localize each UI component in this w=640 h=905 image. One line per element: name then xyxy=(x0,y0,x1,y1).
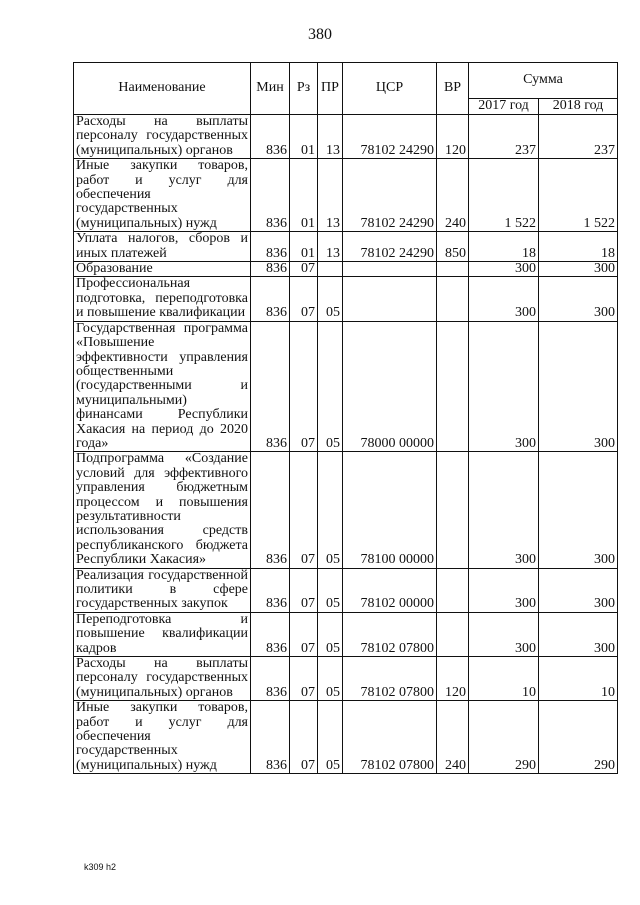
header-name: Наименование xyxy=(74,63,251,115)
table-row xyxy=(74,612,618,656)
row-name: Реализация государственной политики в сфере государственных закупок xyxy=(74,568,251,612)
row-csr: 78102 24290 xyxy=(343,159,437,232)
row-rz: 07 xyxy=(290,277,318,321)
row-csr: 78100 00000 xyxy=(343,452,437,568)
table-row xyxy=(74,657,618,701)
row-sum-2018: 300 xyxy=(539,452,618,568)
row-vr: 240 xyxy=(437,159,469,232)
row-sum-2018: 300 xyxy=(539,612,618,656)
table-row xyxy=(74,277,618,321)
footer-code: k309 h2 xyxy=(84,862,117,872)
header-csr: ЦСР xyxy=(343,63,437,115)
row-rz: 07 xyxy=(290,701,318,774)
budget-table xyxy=(73,62,618,774)
row-sum-2018: 290 xyxy=(539,701,618,774)
row-rz: 07 xyxy=(290,657,318,701)
row-pr: 13 xyxy=(318,159,343,232)
table-row xyxy=(74,701,618,774)
row-vr xyxy=(437,277,469,321)
row-pr: 05 xyxy=(318,568,343,612)
row-min: 836 xyxy=(251,262,290,277)
row-pr: 05 xyxy=(318,701,343,774)
row-min: 836 xyxy=(251,657,290,701)
row-name: Профессиональная подготовка, переподготовка и повышение квалификации xyxy=(74,277,251,321)
row-name: Подпрограмма «Создание условий для эффективного управления бюджетным процессом и повышения результативности использования средств республиканского бюджета Республики Хакасия» xyxy=(74,452,251,568)
row-csr: 78102 07800 xyxy=(343,701,437,774)
row-sum-2018: 237 xyxy=(539,115,618,159)
row-rz: 01 xyxy=(290,232,318,262)
row-vr: 240 xyxy=(437,701,469,774)
row-name: Государственная программа «Повышение эффективности управления общественными (государственными и муниципальными) финансами Республики Хакасия на период до 2020 года» xyxy=(74,321,251,452)
row-min: 836 xyxy=(251,321,290,452)
row-pr: 05 xyxy=(318,612,343,656)
header-year-2017: 2017 год xyxy=(469,99,539,115)
table-row xyxy=(74,159,618,232)
row-sum-2017: 237 xyxy=(469,115,539,159)
row-sum-2018: 300 xyxy=(539,277,618,321)
row-min: 836 xyxy=(251,232,290,262)
row-pr: 05 xyxy=(318,277,343,321)
row-csr xyxy=(343,277,437,321)
table-row xyxy=(74,321,618,452)
table-row xyxy=(74,262,618,277)
row-name: Образование xyxy=(74,262,251,277)
row-rz: 07 xyxy=(290,452,318,568)
row-sum-2018: 18 xyxy=(539,232,618,262)
row-pr: 05 xyxy=(318,657,343,701)
row-vr xyxy=(437,568,469,612)
row-sum-2017: 300 xyxy=(469,321,539,452)
row-vr xyxy=(437,262,469,277)
header-rz: Рз xyxy=(290,63,318,115)
header-min: Мин xyxy=(251,63,290,115)
header-year-2018: 2018 год xyxy=(539,99,618,115)
row-rz: 01 xyxy=(290,115,318,159)
row-vr: 120 xyxy=(437,657,469,701)
row-name: Расходы на выплаты персоналу государственных (муниципальных) органов xyxy=(74,115,251,159)
row-csr xyxy=(343,262,437,277)
table-row xyxy=(74,232,618,262)
row-rz: 07 xyxy=(290,321,318,452)
row-name: Иные закупки товаров, работ и услуг для обеспечения государственных (муниципальных) нужд xyxy=(74,159,251,232)
row-sum-2017: 300 xyxy=(469,568,539,612)
row-pr: 13 xyxy=(318,232,343,262)
row-rz: 01 xyxy=(290,159,318,232)
row-sum-2018: 10 xyxy=(539,657,618,701)
row-sum-2017: 300 xyxy=(469,277,539,321)
row-sum-2018: 300 xyxy=(539,321,618,452)
header-vr: ВР xyxy=(437,63,469,115)
row-sum-2017: 300 xyxy=(469,452,539,568)
row-min: 836 xyxy=(251,159,290,232)
row-sum-2017: 290 xyxy=(469,701,539,774)
row-rz: 07 xyxy=(290,568,318,612)
row-csr: 78102 07800 xyxy=(343,612,437,656)
row-pr: 05 xyxy=(318,321,343,452)
row-sum-2018: 1 522 xyxy=(539,159,618,232)
row-vr: 120 xyxy=(437,115,469,159)
row-csr: 78102 24290 xyxy=(343,115,437,159)
row-csr: 78102 00000 xyxy=(343,568,437,612)
row-sum-2018: 300 xyxy=(539,262,618,277)
row-vr: 850 xyxy=(437,232,469,262)
row-min: 836 xyxy=(251,277,290,321)
row-csr: 78102 07800 xyxy=(343,657,437,701)
row-min: 836 xyxy=(251,612,290,656)
table-row xyxy=(74,568,618,612)
row-sum-2018: 300 xyxy=(539,568,618,612)
row-vr xyxy=(437,612,469,656)
row-sum-2017: 1 522 xyxy=(469,159,539,232)
row-csr: 78102 24290 xyxy=(343,232,437,262)
row-pr: 13 xyxy=(318,115,343,159)
row-sum-2017: 18 xyxy=(469,232,539,262)
header-pr: ПР xyxy=(318,63,343,115)
row-rz: 07 xyxy=(290,262,318,277)
header-sum: Сумма xyxy=(469,63,618,99)
row-min: 836 xyxy=(251,115,290,159)
row-csr: 78000 00000 xyxy=(343,321,437,452)
page-number: 380 xyxy=(308,26,332,43)
row-pr xyxy=(318,262,343,277)
row-name: Иные закупки товаров, работ и услуг для обеспечения государственных (муниципальных) нужд xyxy=(74,701,251,774)
table-row xyxy=(74,452,618,568)
row-min: 836 xyxy=(251,452,290,568)
row-sum-2017: 300 xyxy=(469,612,539,656)
row-vr xyxy=(437,452,469,568)
row-sum-2017: 300 xyxy=(469,262,539,277)
row-name: Переподготовка и повышение квалификации кадров xyxy=(74,612,251,656)
row-pr: 05 xyxy=(318,452,343,568)
row-sum-2017: 10 xyxy=(469,657,539,701)
row-min: 836 xyxy=(251,701,290,774)
row-rz: 07 xyxy=(290,612,318,656)
row-name: Уплата налогов, сборов и иных платежей xyxy=(74,232,251,262)
table-row xyxy=(74,115,618,159)
row-name: Расходы на выплаты персоналу государственных (муниципальных) органов xyxy=(74,657,251,701)
row-min: 836 xyxy=(251,568,290,612)
row-vr xyxy=(437,321,469,452)
